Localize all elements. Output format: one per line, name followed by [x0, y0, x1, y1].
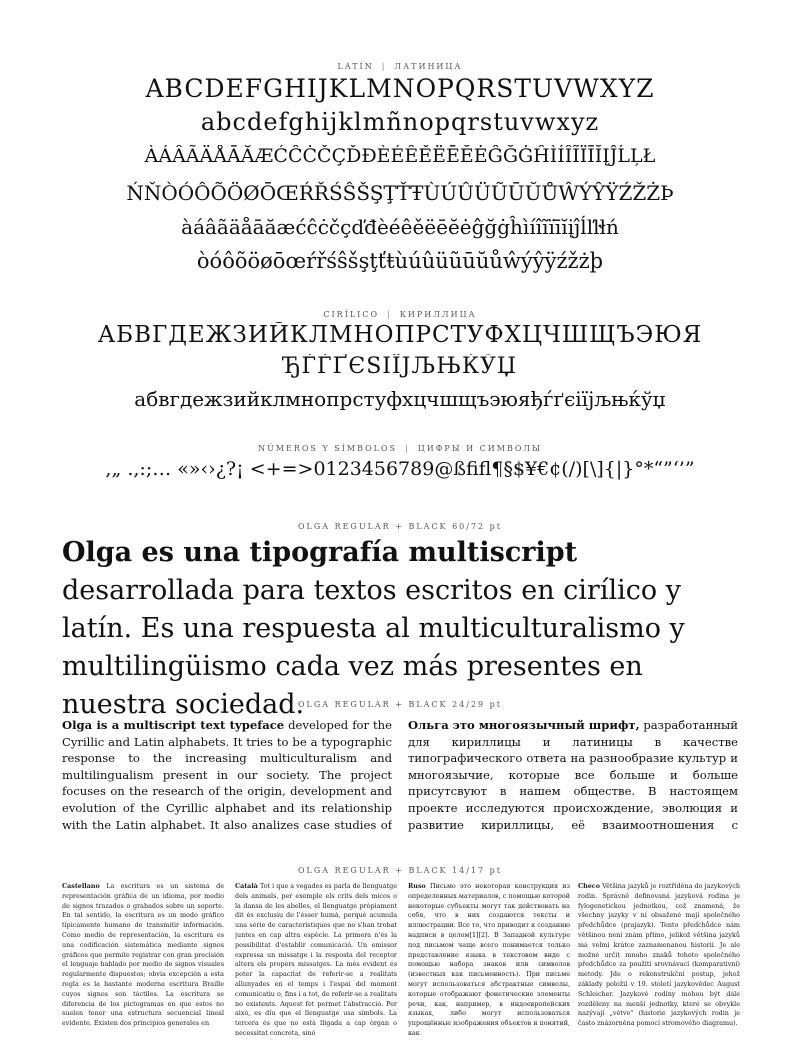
- headline-text: desarrollada para textos escritos en cirílico y latín. Es una respuesta al multiculturalismo y multilingüismo cada vez más presentes en nuestra sociedad.: [62, 575, 685, 720]
- headline-paragraph: [62, 534, 752, 724]
- latin-accented-lower-row-2: òóôõöøōœŕřśŝšşţťŧùúûüũūŭůŵýŷÿźžżþ: [196, 249, 604, 273]
- russian-column-bold: Ольга это многоязычный шрифт,: [408, 718, 640, 732]
- latin-label-separator: |: [381, 62, 387, 71]
- catala-column-text: Tot i que a vegades es parla de llenguatge dels animals, per exemple els crits dels micos o la dansa de les abelles, el llenguatge pròpiament dit és exclusiu de l'ésser humà, perquè acumula una sèrie de característiques que no s'han trobat juntes en cap altra espècie. La primera n'és la possibilitat d'establir comunicació. Un emissor expressa un missatge i la resposta del receptor altera els propers missatges. La més evident és poter la capacitat de referir-se a realitats allunyades en el temps i l'espai del moment comunicatiu o, fins i a tot, de referir-se a realitats no existents. Aquest fet permet l'abstracció. Per això, es diu que el llenguatge usa símbols. La tercera és que no està lligada a cap òrgan o necessitat concreta, sinó: [235, 882, 397, 1037]
- latin-uppercase-row: ABCDEFGHIJKLMNOPQRSTUVWXYZ: [145, 74, 655, 103]
- symbols-label-separator: |: [405, 444, 410, 453]
- ruso-column-bold: Ruso: [408, 882, 426, 890]
- latin-accented-upper-row-1: ÀÁÂÃÄÅĀĂÆĆĈĊČÇĎĐÈÉÊĚËĒĔĖĜĞĠĤÌÍÎĨÏĪĬĮĴĹĻŁ: [144, 145, 656, 167]
- latin-accented-upper-row-2: ŃŇÒÓÔÕÖØŌŒŔŘŚŜŠŞŢŤŦÙÚÛÜŨŪŬŮŴÝŶŸŹŽŻÞ: [126, 181, 674, 205]
- section-14-label: OLGA REGULAR + BLACK 14/17 pt: [297, 866, 503, 875]
- castellano-column-bold: Castellano: [62, 882, 100, 890]
- latin-label-right: ЛАТИНИЦА: [394, 62, 463, 71]
- latin-lowercase-row: abcdefghijklmñnopqrstuvwxyz: [200, 108, 600, 136]
- checo-column-bold: Checo: [578, 882, 600, 890]
- english-column: [62, 717, 392, 835]
- catala-column: [235, 882, 397, 1042]
- cyrillic-lowercase-row: абвгдежзийклмнопрстуфхцчшщъэюяђѓґєіїјљњќўџ: [134, 387, 666, 411]
- ruso-column-text: Письмо это некоторая конструкция из определенных материалов, с помощью которой некоторые субъекты могут так действовать на себя, что в них создаются тексты и иллюстрации. Все то, что приводит к созданию надписи в целом[1][2]. В Западной культуре под письмом чаще всего понимается только представление языка в текстовом виде с помощью набора знаков или символов (известных как письменность). При письме могут использоваться абстрактные символы, которые отображают фонетические элементы речи, как, например, в индоевропейских языках, либо могут использоваться упрощённые изображения объектов и понятий, как: [408, 882, 570, 1037]
- cyrillic-extended-upper-row: ЂЃЃҐЄЅІЇЈЉЊЌЎЏ: [282, 354, 518, 379]
- section-60-label: OLGA REGULAR + BLACK 60/72 pt: [297, 522, 503, 531]
- latin-label-left: LATÍN: [337, 62, 374, 71]
- section-24-label: OLGA REGULAR + BLACK 24/29 pt: [297, 700, 503, 709]
- castellano-column-text: La escritura es un sistema de representación gráfica de un idioma, por medio de signos trazados o grabados sobre un soporte. En tal sentido, la escritura es un modo gráfico típicamente humano de transmitir información. Como medio de representación, la escritura es una codificación sistemática mediante signos gráficos que permite registrar con gran precisión el lenguaje hablado por medio de signos visuales regularmente dispuestos; obvia excepción a esta regla es la bastante moderna escritura Braille cuyos signos son táctiles. La escritura se diferencia de los pictogramas en que estos no suelen tener una estructura secuencial lineal evidente. Existen dos principios generales en: [62, 882, 224, 1028]
- cyrillic-label-separator: |: [387, 310, 392, 319]
- symbols-row: ,„ .,:;… «»‹›¿?¡ <+=>0123456789@ßfifl¶§$¥€¢(/)[\]{|}°*“”‘’”: [105, 458, 695, 480]
- cyrillic-label-left: CIRÍLICO: [323, 310, 380, 319]
- latin-accented-lower-row-1: àáâãäåāăæćĉċčçďđèéêěëēĕėĝğġĥìíîĩïīĭįĵĺľŀłń: [181, 215, 619, 239]
- checo-column-text: Většina jazyků je roztříděna do jazykových rodin. Správně definovaná jazyková rodina je fylogenetickou jednotkou, což znamená, že všechny jazyky v ní obsažené mají společného předchůdce (prajazyk). Tento předchůdce nám většinou není znám přímo, jelikož většina jazyků má velmi krátce zaznamenanou historii. Je ale možné určit mnoho znaků tohoto společného předchůdce za použití srovnávací (komparativní) metody. Jde o rekonstrukční postup, jehož základy položil v 19. století jazykovědec August Schleicher. Jazykové rodiny mohou být dále rozděleny na menší jednotky, které se obvykle nazývají „větve" (historie jazykových rodin je často znázorněna pomocí stromového diagramu).: [578, 882, 740, 1028]
- cyrillic-label-right: КИРИЛЛИЦА: [399, 310, 477, 319]
- ruso-column: [408, 882, 570, 1042]
- symbols-label: [0, 444, 800, 453]
- cyrillic-uppercase-row: АБВГДЕЖЗИЙКЛМНОПРСТУФХЦЧШЩЪЭЮЯ: [97, 322, 703, 348]
- english-column-text: developed for the Cyrillic and Latin alphabets. It tries to be a typographic response to the increasing multiculturalism and multilingualism present in our society. The project focuses on the research of the origin, development and evolution of the Cyrillic alphabet and its relationship with the Latin alphabet. It also analizes case studies of: [62, 718, 392, 832]
- checo-column: [578, 882, 740, 1042]
- symbols-label-right: ЦИФРЫ И СИМВОЛЫ: [417, 444, 542, 453]
- castellano-column: [62, 882, 224, 1042]
- catala-column-bold: Català: [235, 882, 258, 890]
- russian-column-text: разработанный для кириллицы и латиницы в качестве типографического ответа на разнообразие культур и многоязычие, которые все больше и больше присутсвуют в нашем обществе. В настоящем проекте исследуются происхождение, эволюция и развитие кириллицы, её взаимоотношения с: [408, 718, 738, 832]
- english-column-bold: Olga is a multiscript text typeface: [62, 718, 285, 732]
- cyrillic-label: [0, 310, 800, 319]
- symbols-label-left: NÚMEROS Y SÍMBOLOS: [258, 444, 398, 453]
- latin-label: [0, 62, 800, 71]
- russian-column: [408, 717, 738, 835]
- headline-bold: Olga es una tipografía multiscript: [62, 537, 578, 568]
